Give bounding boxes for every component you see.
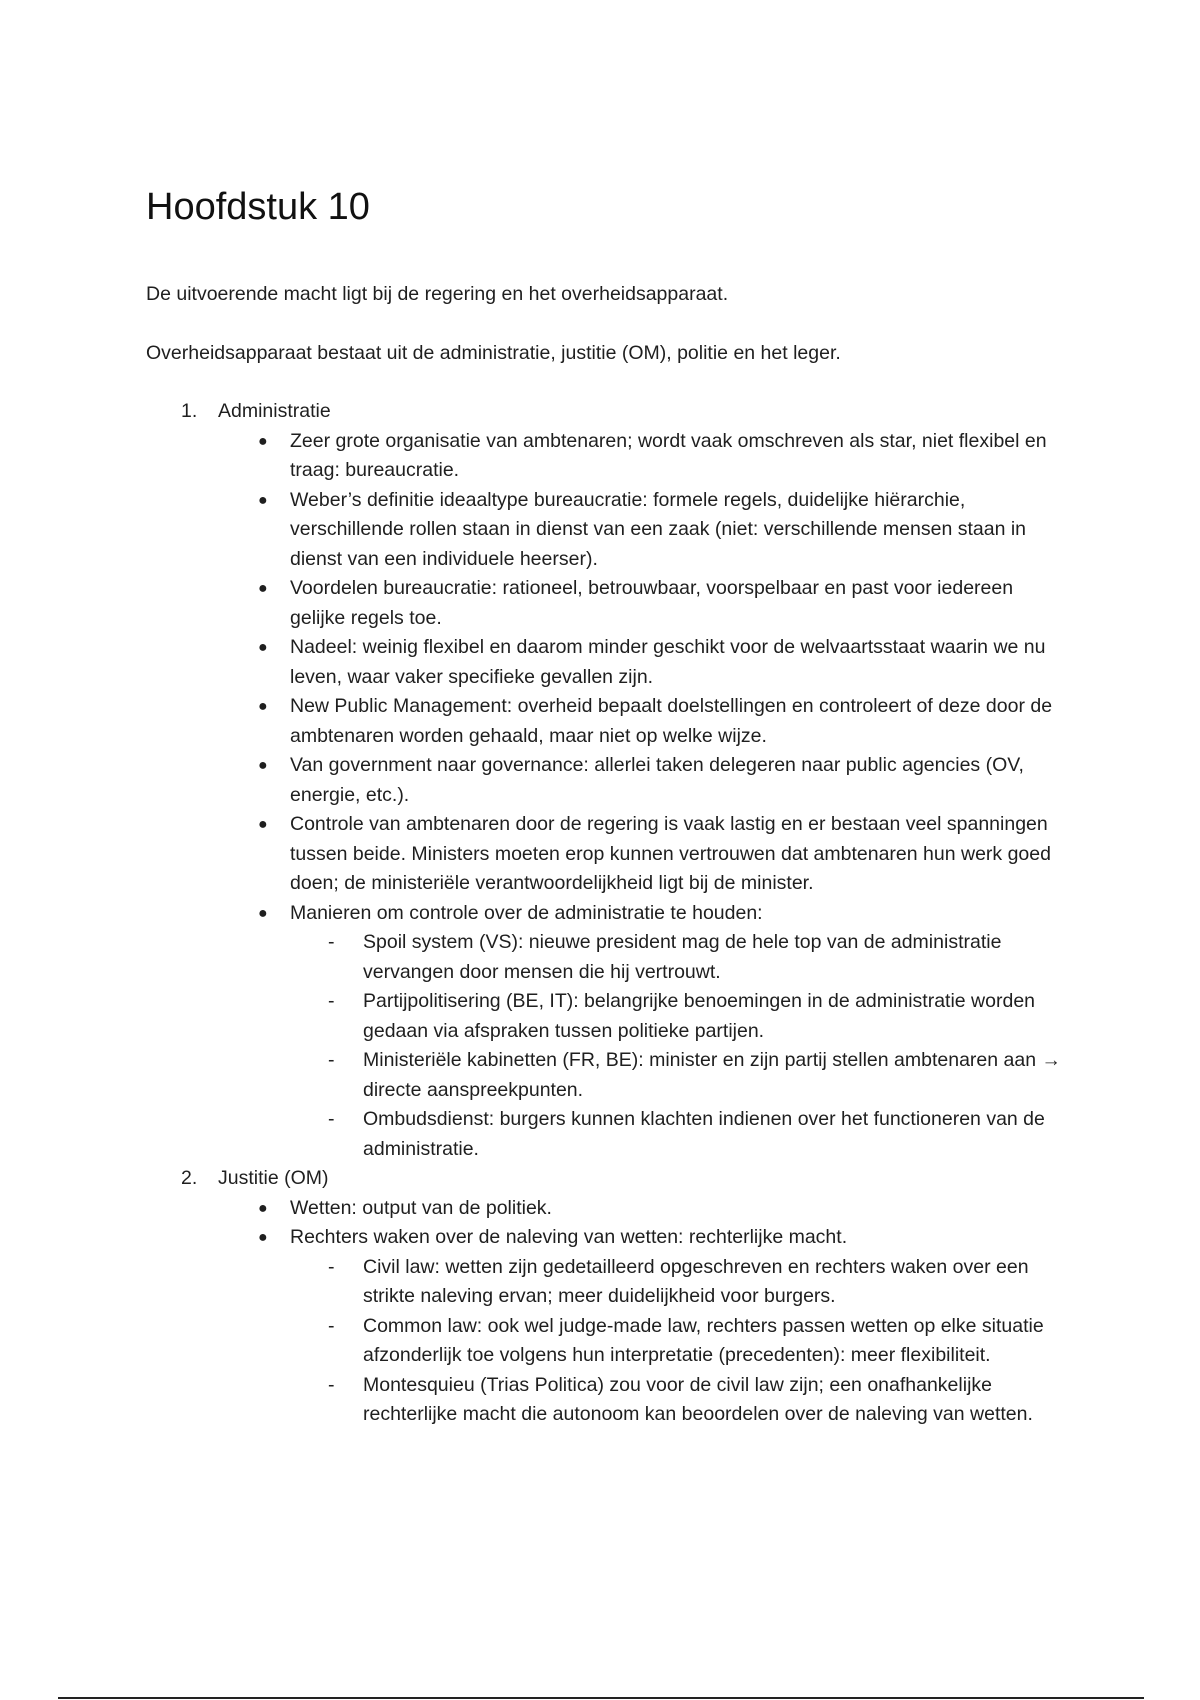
- dash-icon: -: [328, 1049, 335, 1071]
- intro-paragraph-executive-power: De uitvoerende macht ligt bij de regering en het overheidsapparaat.: [146, 283, 729, 305]
- sub-list-item: [328, 1312, 1066, 1371]
- bullet-text: Wetten: output van de politiek.: [290, 1196, 552, 1219]
- sub-item-text: Spoil system (VS): nieuwe president mag de hele top van de administratie vervangen door mensen die hij vertrouwt.: [363, 931, 1002, 983]
- chapter-outline: [146, 397, 1066, 1430]
- dash-icon: -: [328, 1255, 335, 1278]
- bullet-icon: ●: [258, 698, 268, 715]
- intro-paragraph-government-apparatus: Overheidsapparaat bestaat uit de administratie, justitie (OM), politie en het leger.: [146, 342, 841, 364]
- bullet-icon: ●: [258, 904, 268, 922]
- section-administratie: [146, 397, 1066, 1164]
- dash-icon: -: [328, 1108, 335, 1130]
- bullet-text: Zeer grote organisatie van ambtenaren; wordt vaak omschreven als star, niet flexibel en traag: bureaucratie.: [290, 429, 1047, 481]
- sub-list-item: [328, 1371, 1066, 1430]
- section-number: 1.: [181, 400, 198, 422]
- bullet-icon: ●: [258, 491, 268, 509]
- sub-list-item: [328, 1105, 1066, 1164]
- list-item: [258, 751, 1066, 810]
- list-item: [258, 1223, 1066, 1430]
- list-item: [258, 486, 1066, 575]
- section-title: Administratie: [218, 400, 331, 422]
- bullet-text: Weber’s definitie ideaaltype bureaucratie: formele regels, duidelijke hiërarchie, verschillende rollen staan in dienst van een zaak (niet: verschillende mensen staan in dienst van een individuele heerser).: [290, 488, 1027, 570]
- bullet-icon: ●: [258, 639, 268, 656]
- dash-icon: -: [328, 931, 335, 953]
- section-heading: [181, 1164, 1066, 1194]
- bullet-icon: ●: [258, 757, 268, 774]
- sub-list-item: [328, 1253, 1066, 1312]
- list-item: [258, 899, 1066, 1165]
- bullet-text: Voordelen bureaucratie: rationeel, betrouwbaar, voorspelbaar en past voor iedereen gelijke regels toe.: [290, 577, 1014, 629]
- sub-item-text: Civil law: wetten zijn gedetailleerd opgeschreven en rechters waken over een strikte naleving ervan; meer duidelijkheid voor burgers.: [363, 1255, 1029, 1307]
- list-item: [258, 427, 1066, 486]
- list-item: [258, 810, 1066, 899]
- bullet-text: Controle van ambtenaren door de regering is vaak lastig en er bestaan veel spanningen tussen beide. Ministers moeten erop kunnen vertrouwen dat ambtenaren hun werk goed doen; de ministeriële verantwoordelijkheid ligt bij de minister.: [290, 813, 1051, 894]
- bullet-text: New Public Management: overheid bepaalt doelstellingen en controleert of deze door de ambtenaren worden gehaald, maar niet op welke wijze.: [290, 695, 1053, 747]
- list-item: [258, 574, 1066, 633]
- sub-list-item: [328, 928, 1066, 987]
- bullet-icon: ●: [258, 816, 268, 833]
- page-title: Hoofdstuk 10: [146, 186, 370, 228]
- bullet-icon: ●: [258, 580, 268, 597]
- section-heading: [181, 397, 1066, 427]
- bullet-list: [218, 1194, 1066, 1430]
- sub-list-item: [328, 1046, 1066, 1105]
- bullet-icon: ●: [258, 432, 268, 450]
- list-item: [258, 1194, 1066, 1224]
- dash-icon: -: [328, 990, 335, 1012]
- section-justitie: [146, 1164, 1066, 1430]
- bullet-text: Van government naar governance: allerlei taken delegeren naar public agencies (OV, energie, etc.).: [290, 754, 1024, 806]
- bullet-list: [218, 427, 1066, 1165]
- sub-list: [290, 928, 1066, 1164]
- sub-list-item: [328, 987, 1066, 1046]
- sub-item-text: Ombudsdienst: burgers kunnen klachten indienen over het functioneren van de administratie.: [363, 1108, 1045, 1160]
- section-number: 2.: [181, 1167, 198, 1189]
- sub-item-text: Common law: ook wel judge-made law, rechters passen wetten op elke situatie afzonderlijk toe volgens hun interpretatie (precedenten): meer flexibiliteit.: [363, 1314, 1044, 1366]
- sub-item-text: Ministeriële kabinetten (FR, BE): minister en zijn partij stellen ambtenaren aan → directe aanspreekpunten.: [363, 1049, 1061, 1101]
- section-title: Justitie (OM): [218, 1167, 329, 1189]
- bullet-text: Rechters waken over de naleving van wetten: rechterlijke macht.: [290, 1226, 848, 1248]
- bullet-text: Manieren om controle over de administratie te houden:: [290, 901, 763, 924]
- bullet-text: Nadeel: weinig flexibel en daarom minder geschikt voor de welvaartsstaat waarin we nu leven, waar vaker specifieke gevallen zijn.: [290, 636, 1046, 688]
- bullet-icon: ●: [258, 1229, 268, 1246]
- bullet-icon: ●: [258, 1199, 268, 1217]
- dash-icon: -: [328, 1314, 335, 1337]
- sub-list: [290, 1253, 1066, 1430]
- list-item: [258, 633, 1066, 692]
- page-bottom-divider: [58, 1697, 1144, 1699]
- dash-icon: -: [328, 1373, 335, 1396]
- list-item: [258, 692, 1066, 751]
- sub-item-text: Montesquieu (Trias Politica) zou voor de civil law zijn; een onafhankelijke rechterlijke macht die autonoom kan beoordelen over de naleving van wetten.: [363, 1373, 1033, 1425]
- sub-item-text: Partijpolitisering (BE, IT): belangrijke benoemingen in de administratie worden gedaan via afspraken tussen politieke partijen.: [363, 990, 1036, 1042]
